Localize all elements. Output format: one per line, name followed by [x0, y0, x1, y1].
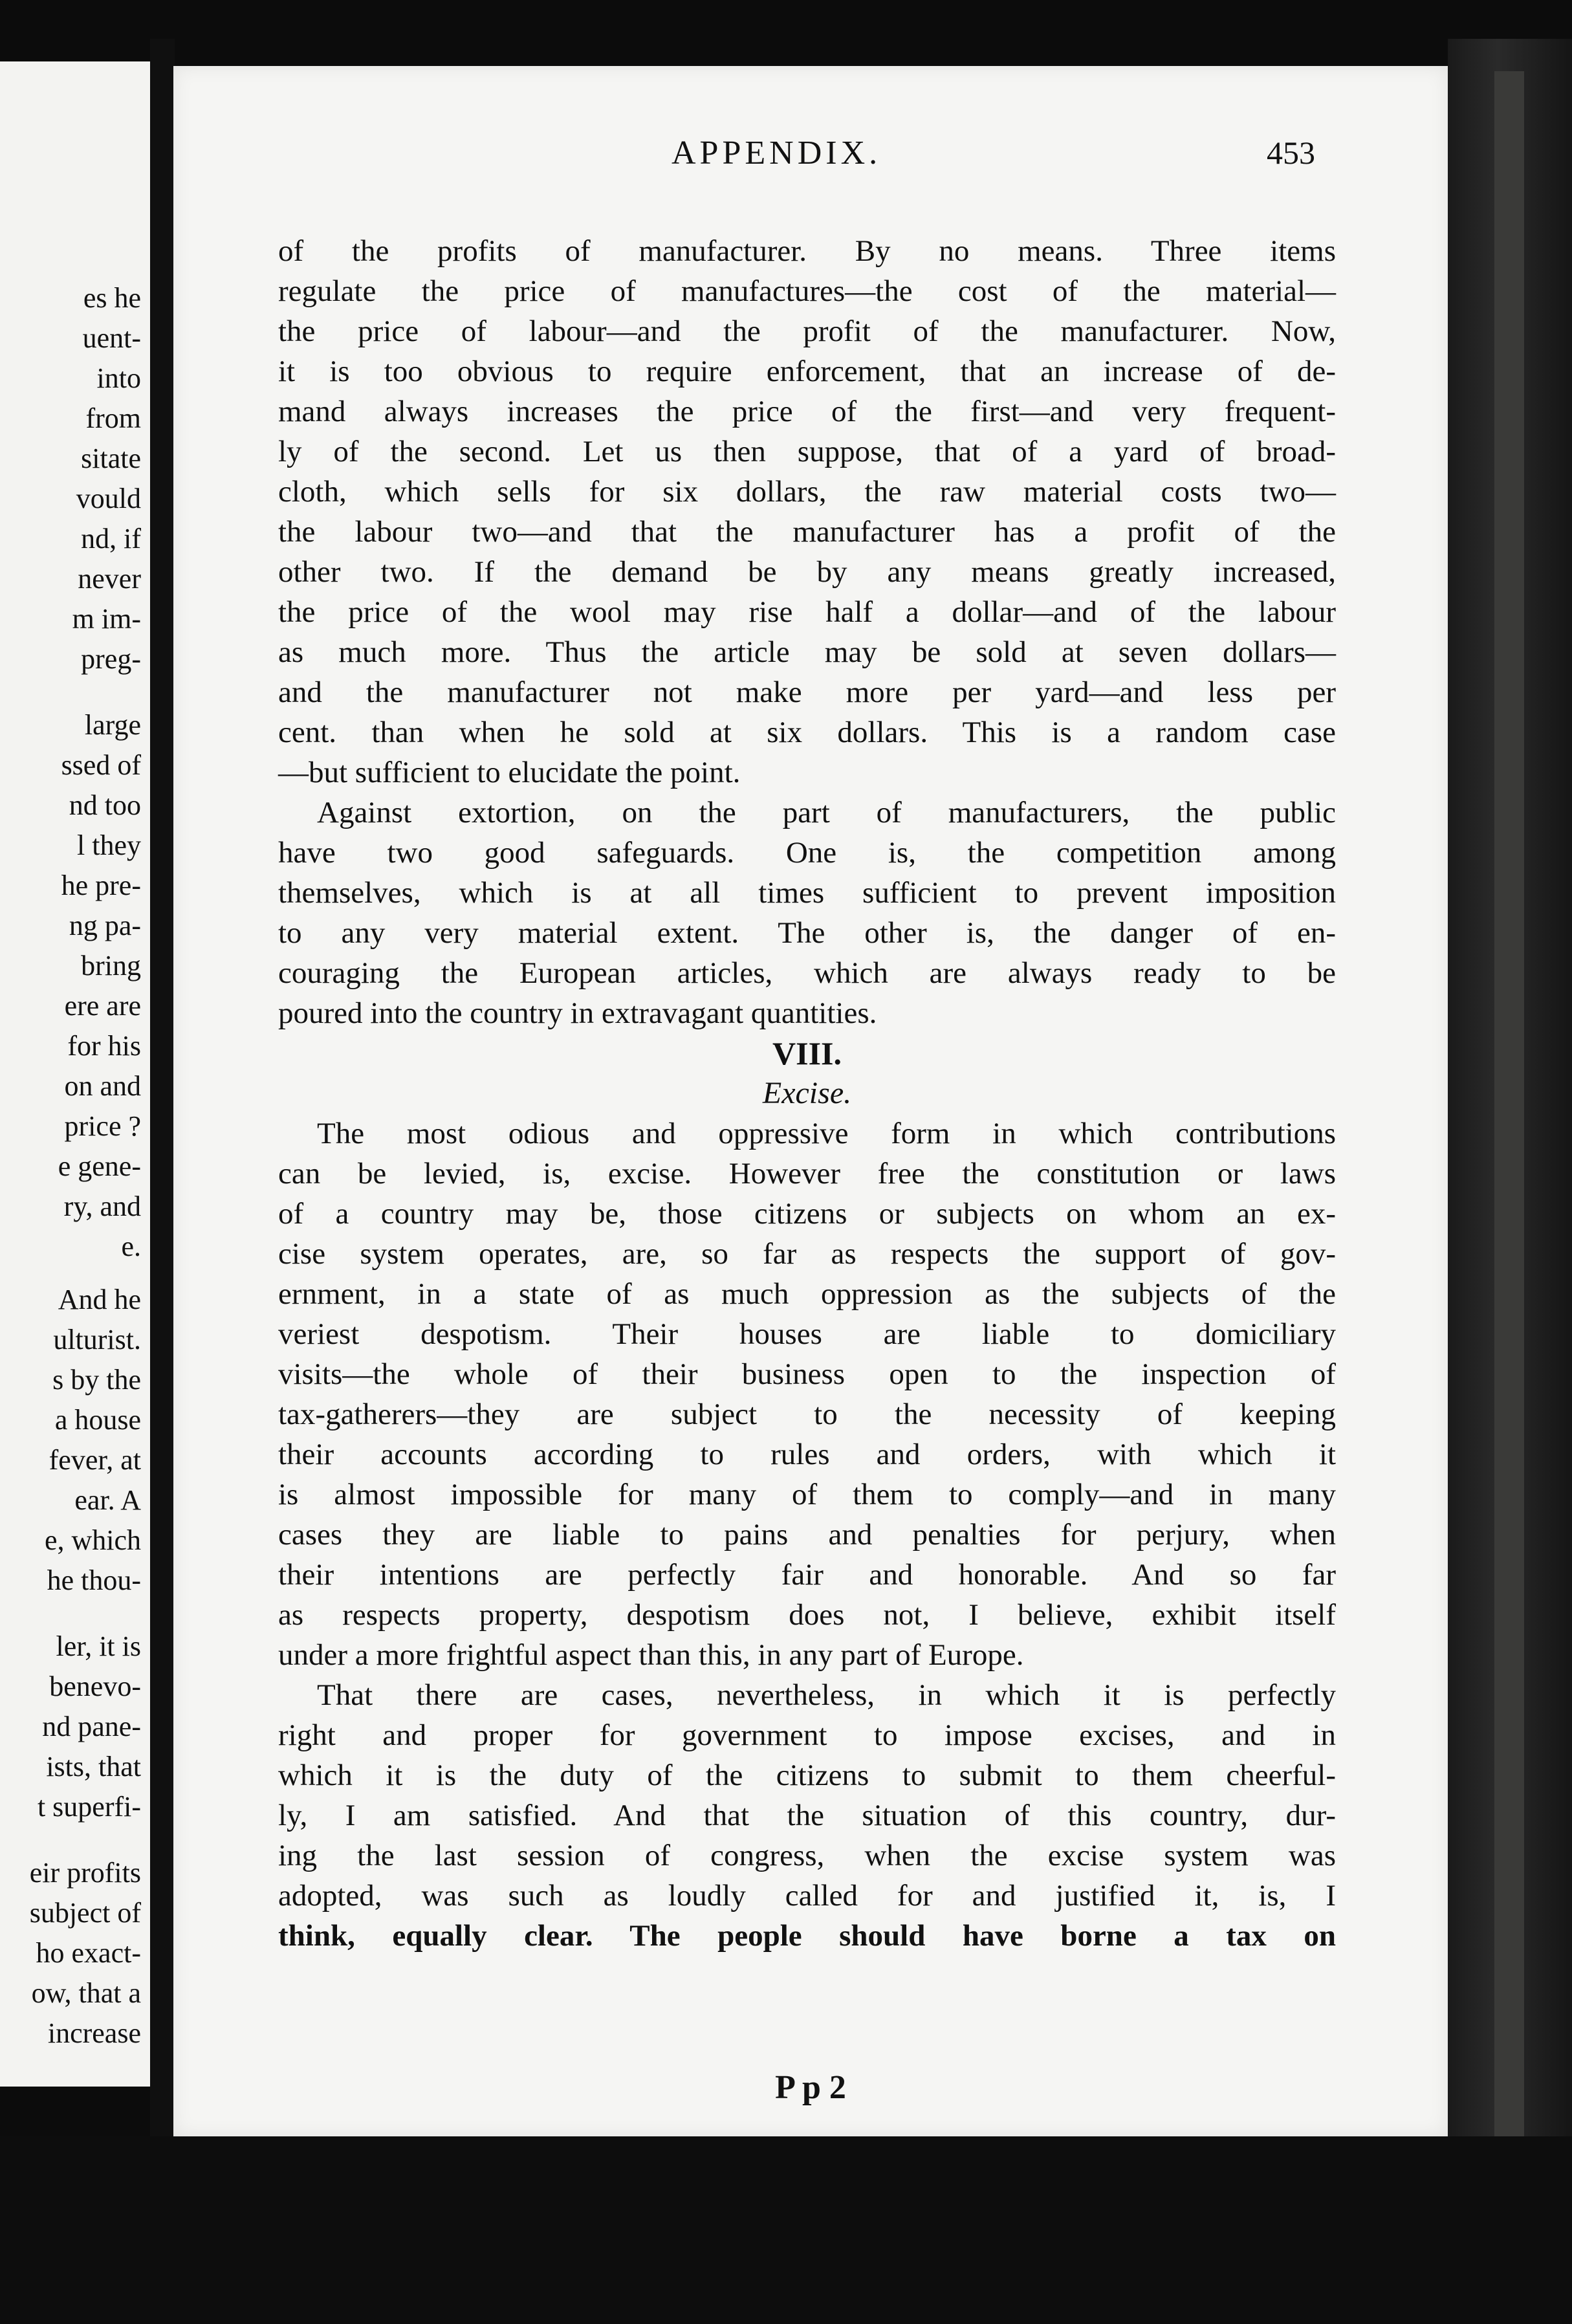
- text-line: That there are cases, nevertheless, in which it is perfectly: [317, 1678, 1336, 1712]
- text-line: it is too obvious to require enforcement, that an increase of de-: [278, 355, 1336, 388]
- facing-page-line: from: [85, 402, 141, 434]
- section-title: Excise.: [762, 1076, 852, 1110]
- facing-page-line: a house: [54, 1404, 141, 1436]
- facing-page-line: subject of: [29, 1897, 141, 1929]
- text-line: veriest despotism. Their houses are liable to domiciliary: [278, 1317, 1336, 1351]
- body-text-bottom: [278, 1113, 1336, 1956]
- text-line: right and proper for government to impose excises, and in: [278, 1718, 1336, 1752]
- facing-page-line: ists, that: [46, 1751, 141, 1782]
- text-line: which it is the duty of the citizens to submit to them cheerful-: [278, 1759, 1336, 1792]
- text-line: poured into the country in extravagant quantities.: [278, 996, 877, 1030]
- text-line: of a country may be, those citizens or subjects on whom an ex-: [278, 1197, 1336, 1231]
- text-line: can be levied, is, excise. However free the constitution or laws: [278, 1157, 1336, 1190]
- facing-page-line: on and: [64, 1070, 141, 1102]
- facing-page-line: e, which: [44, 1524, 141, 1556]
- text-line: as much more. Thus the article may be sold at seven dollars—: [278, 635, 1336, 669]
- text-line: other two. If the demand be by any means greatly increased,: [278, 555, 1336, 589]
- text-line: ernment, in a state of as much oppression as the subjects of the: [278, 1277, 1336, 1311]
- text-line: adopted, was such as loudly called for and justified it, is, I: [278, 1879, 1336, 1913]
- facing-page-line: eir profits: [29, 1857, 141, 1889]
- running-head: APPENDIX.: [671, 135, 882, 171]
- text-line: cases they are liable to pains and penalties for perjury, when: [278, 1518, 1336, 1551]
- facing-page-line: s by the: [52, 1364, 141, 1396]
- facing-page-line: ssed of: [61, 749, 141, 781]
- text-line: tax-gatherers—they are subject to the necessity of keeping: [278, 1398, 1336, 1431]
- text-line: their accounts according to rules and orders, with which it: [278, 1438, 1336, 1471]
- page-number: 453: [1267, 135, 1315, 171]
- page-edges: [1494, 71, 1524, 2271]
- facing-page-line: benevo-: [49, 1671, 141, 1702]
- facing-page-line: t superfi-: [37, 1791, 141, 1823]
- paragraph: [278, 1113, 1336, 1675]
- facing-page-line: ho exact-: [36, 1937, 141, 1969]
- text-line: ly of the second. Let us then suppose, that of a yard of broad-: [278, 435, 1336, 468]
- facing-page-line: ulturist.: [53, 1324, 141, 1355]
- facing-page-line: price ?: [64, 1110, 141, 1142]
- facing-page-line: for his: [67, 1030, 141, 1062]
- text-line: as respects property, despotism does not, I believe, exhibit itself: [278, 1598, 1336, 1632]
- text-line: under a more frightful aspect than this, in any part of Europe.: [278, 1638, 1024, 1672]
- book-page: [173, 66, 1448, 2136]
- text-line: couraging the European articles, which are always ready to be: [278, 956, 1336, 990]
- text-line: The most odious and oppressive form in which contributions: [317, 1117, 1336, 1150]
- text-line: have two good safeguards. One is, the competition among: [278, 836, 1336, 870]
- facing-page-line: l they: [77, 829, 141, 861]
- text-line: cise system operates, are, so far as respects the support of gov-: [278, 1237, 1336, 1271]
- text-line: ing the last session of congress, when the excise system was: [278, 1839, 1336, 1872]
- facing-page-line: he pre-: [61, 870, 141, 901]
- facing-page-line: e gene-: [58, 1150, 141, 1182]
- facing-page-line: e.: [121, 1231, 141, 1262]
- text-line: Against extortion, on the part of manufacturers, the public: [317, 796, 1336, 829]
- facing-page-line: fever, at: [49, 1444, 141, 1476]
- facing-page-line: nd too: [69, 789, 141, 821]
- facing-page-line: es he: [83, 282, 141, 314]
- text-line: mand always increases the price of the first—and very frequent-: [278, 395, 1336, 428]
- text-line: ly, I am satisfied. And that the situation of this country, dur-: [278, 1799, 1336, 1832]
- facing-page-line: ere are: [64, 990, 141, 1022]
- signature-mark: P p 2: [775, 2069, 846, 2106]
- facing-page-line: he thou-: [47, 1564, 141, 1596]
- facing-page-line: ng pa-: [69, 910, 141, 941]
- facing-page-line: nd pane-: [42, 1711, 141, 1742]
- text-line: is almost impossible for many of them to comply—and in many: [278, 1478, 1336, 1511]
- text-line: think, equally clear. The people should have borne a tax on: [278, 1919, 1336, 1953]
- text-line: cent. than when he sold at six dollars. This is a random case: [278, 716, 1336, 749]
- text-line: their intentions are perfectly fair and honorable. And so far: [278, 1558, 1336, 1592]
- paragraph: [278, 793, 1336, 1033]
- facing-page-line: sitate: [81, 443, 141, 474]
- text-line: themselves, which is at all times sufficient to prevent imposition: [278, 876, 1336, 910]
- text-line: visits—the whole of their business open to the inspection of: [278, 1357, 1336, 1391]
- facing-page-fragment: [0, 61, 150, 2087]
- facing-page-line: ow, that a: [31, 1977, 141, 2009]
- facing-page-line: uent-: [82, 322, 141, 354]
- facing-page-line: vould: [76, 483, 141, 514]
- facing-page-line: increase: [47, 2017, 141, 2049]
- facing-page-line: never: [78, 563, 141, 595]
- text-line: and the manufacturer not make more per yard—and less per: [278, 675, 1336, 709]
- facing-page-line: ler, it is: [56, 1630, 141, 1662]
- text-line: regulate the price of manufactures—the cost of the material—: [278, 274, 1336, 308]
- text-line: the labour two—and that the manufacturer has a profit of the: [278, 515, 1336, 549]
- page-body: [278, 231, 1336, 1956]
- facing-page-line: large: [84, 709, 141, 741]
- text-line: the price of the wool may rise half a dollar—and of the labour: [278, 595, 1336, 629]
- facing-page-line: bring: [81, 950, 141, 981]
- paragraph: [278, 231, 1336, 793]
- section-number: VIII.: [772, 1035, 842, 1071]
- text-line: the price of labour—and the profit of the manufacturer. Now,: [278, 314, 1336, 348]
- book-gutter: [150, 39, 175, 2174]
- background-bottom: [0, 2136, 1572, 2324]
- facing-page-line: into: [96, 362, 141, 394]
- facing-page-line: nd, if: [81, 523, 141, 554]
- facing-page-line: preg-: [81, 643, 141, 675]
- text-line: cloth, which sells for six dollars, the raw material costs two—: [278, 475, 1336, 509]
- facing-page-line: And he: [58, 1284, 141, 1315]
- paragraph: [278, 1675, 1336, 1956]
- body-text-top: [278, 231, 1336, 1033]
- text-line: to any very material extent. The other is, the danger of en-: [278, 916, 1336, 950]
- facing-page-line: ry, and: [63, 1190, 141, 1222]
- text-line: of the profits of manufacturer. By no means. Three items: [278, 234, 1336, 268]
- facing-page-line: m im-: [72, 603, 141, 635]
- text-line: —but sufficient to elucidate the point.: [278, 756, 741, 789]
- facing-page-line: ear. A: [74, 1484, 141, 1516]
